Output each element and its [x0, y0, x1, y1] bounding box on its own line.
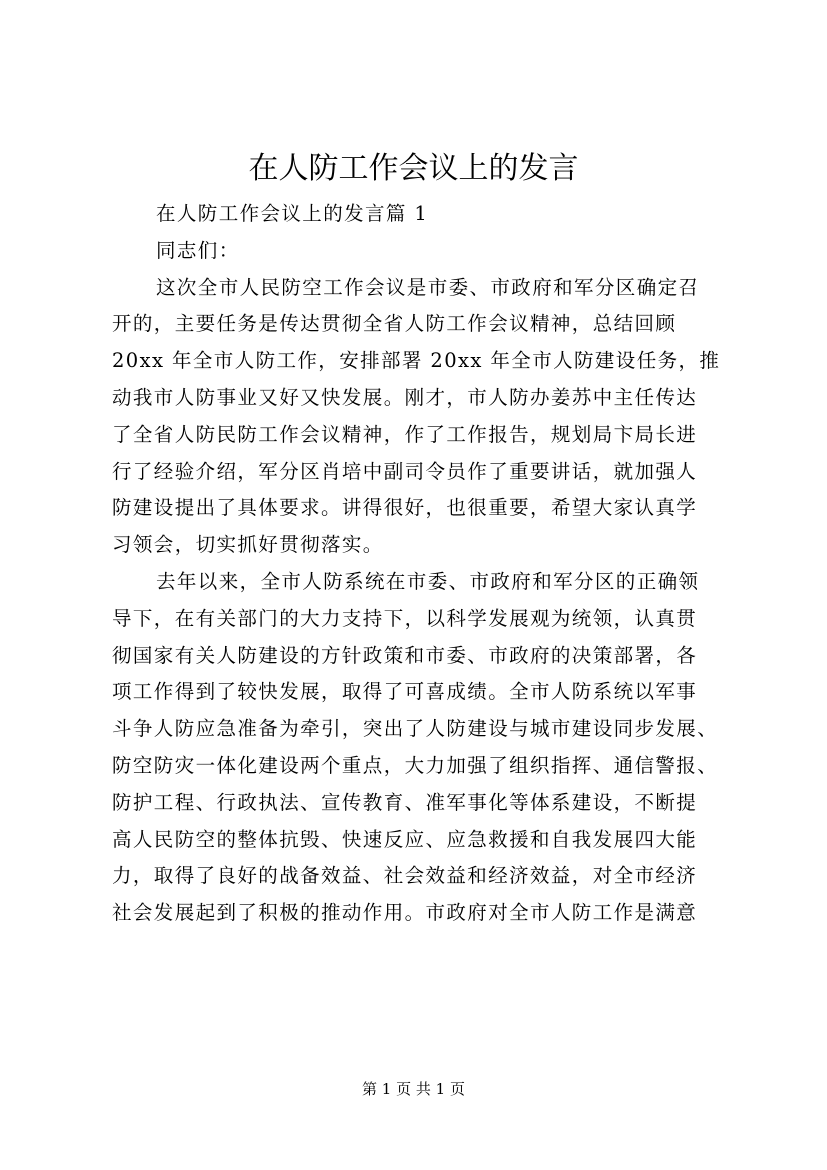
paragraph-line: 高人民防空的整体抗毁、快速反应、应急救援和自我发展四大能: [112, 827, 698, 851]
paragraph-line: 彻国家有关人防建设的方针政策和市委、市政府的决策部署，各: [112, 643, 698, 667]
paragraph-line: 习领会，切实抓好贯彻落实。: [112, 533, 384, 557]
paragraph-line: 行了经验介绍，军分区肖培中副司令员作了重要讲话，就加强人: [112, 459, 698, 483]
paragraph-line: 防空防灾一体化建设两个重点，大力加强了组织指挥、通信警报、: [112, 753, 719, 777]
paragraph-line: 去年以来，全市人防系统在市委、市政府和军分区的正确领: [156, 569, 700, 593]
page-footer: 第 1 页 共 1 页: [362, 1080, 465, 1098]
paragraph-line: 导下，在有关部门的大力支持下，以科学发展观为统领，认真贯: [112, 606, 698, 630]
paragraph-line: 20xx 年全市人防工作，安排部署 20xx 年全市人防建设任务，推: [112, 349, 721, 373]
paragraph-line: 这次全市人民防空工作会议是市委、市政府和军分区确定召: [156, 275, 700, 299]
paragraph-line: 防建设提出了具体要求。讲得很好，也很重要，希望大家认真学: [112, 496, 698, 520]
paragraph-line: 项工作得到了较快发展，取得了可喜成绩。全市人防系统以军事: [112, 680, 698, 704]
section-heading: 在人防工作会议上的发言篇 1: [156, 202, 429, 225]
paragraph-line: 社会发展起到了积极的推动作用。市政府对全市人防工作是满意: [112, 901, 698, 925]
salutation: 同志们：: [156, 238, 240, 262]
paragraph-line: 斗争人防应急准备为牵引，突出了人防建设与城市建设同步发展、: [112, 717, 719, 741]
paragraph-line: 了全省人防民防工作会议精神，作了工作报告，规划局卞局长进: [112, 422, 698, 446]
paragraph-line: 动我市人防事业又好又快发展。刚才，市人防办姜苏中主任传达: [112, 385, 698, 409]
document-title: 在人防工作会议上的发言: [248, 151, 579, 186]
paragraph-line: 开的，主要任务是传达贯彻全省人防工作会议精神，总结回顾: [112, 312, 677, 336]
paragraph-line: 防护工程、行政执法、宣传教育、准军事化等体系建设，不断提: [112, 790, 698, 814]
document-body: [112, 196, 721, 932]
paragraph-line: 力，取得了良好的战备效益、社会效益和经济效益，对全市经济: [112, 864, 698, 888]
